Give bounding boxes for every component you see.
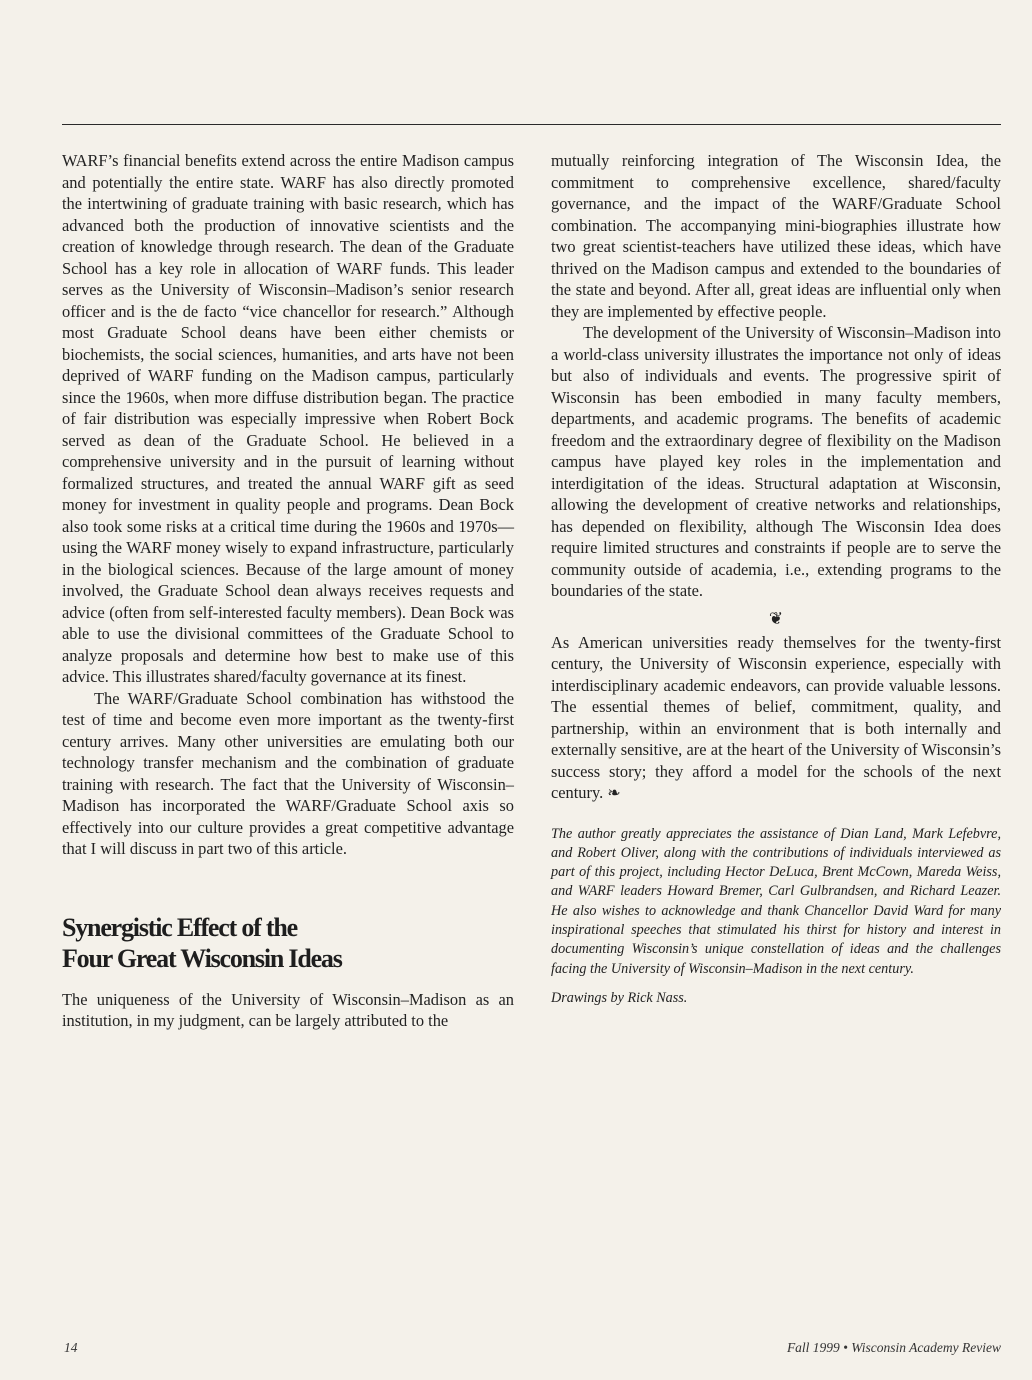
illustration-credit: Drawings by Rick Nass. <box>551 989 688 1006</box>
body-paragraph: The development of the University of Wisconsin–Madison into a world-class university illustrates the importance not only of ideas but also of individuals and events. The progressive spirit of Wisconsin has been embodied in many faculty members, departments, and academic programs. The benefits of academic freedom and the extraordinary degree of flexibility on the Madison campus have played key roles in the implementation and interdigitation of the ideas. Structural adaptation at Wisconsin, allowing the development of creative networks and relationships, has depended on flexibility, although The Wisconsin Idea does require limited structures and constraints if people are to serve the community outside of academia, i.e., extending programs to the boundaries of the state. <box>551 323 1001 600</box>
section-heading <box>62 912 514 974</box>
header-rule <box>62 124 1001 125</box>
publication-footer: Fall 1999 • Wisconsin Academy Review <box>786 1340 1001 1355</box>
closing-paragraph-text: As American universities ready themselves for the twenty-first century, the University of Wisconsin experience, especially with interdisciplinary academic endeavors, can provide valuable lessons. The essential themes of belief, commitment, quality, and partnership, within an environment that is both internally and externally sensitive, are at the heart of the University of Wisconsin’s success story; they afford a model for the schools of the next century. <box>551 632 1001 802</box>
right-column <box>551 150 1001 1008</box>
body-paragraph: mutually reinforcing integration of The Wisconsin Idea, the commitment to comprehensive excellence, shared/faculty governance, and the impact of the WARF/Graduate School combination. The accompanying mini-biographies illustrate how two great scientist-teachers have utilized these ideas, which have thrived on the Madison campus and extended to the boundaries of the state and beyond. After all, great ideas are influential only when they are implemented by effective people. <box>551 151 1001 321</box>
left-column <box>62 150 514 1032</box>
section-heading-line: Four Great Wisconsin Ideas <box>62 943 342 973</box>
fleuron-ornament-icon: ❦ <box>768 608 784 628</box>
acknowledgment-note: The author greatly appreciates the assistance of Dian Land, Mark Lefebvre, and Robert Oliver, along with the contributions of individuals interviewed as part of this project, including Hector DeLuca, Brent McCown, Mareda Weiss, and WARF leaders Howard Bremer, Carl Gulbrandsen, and Richard Leazer. He also wishes to acknowledge and thank Chancellor David Ward for many inspirational speeches that stimulated his thirst for history and interest in documenting Wisconsin’s unique constellation of ideas and the challenges facing the University of Wisconsin–Madison in the next century. <box>551 825 1001 977</box>
body-paragraph: The uniqueness of the University of Wisconsin–Madison as an institution, in my judgment, can be largely attributed to the <box>62 989 514 1030</box>
body-paragraph: WARF’s financial benefits extend across the entire Madison campus and potentially the entire state. WARF has also directly promoted the intertwining of graduate training with basic research, which has advanced both the production of innovative scientists and the creation of knowledge through research. The dean of the Graduate School has a key role in allocation of WARF funds. This leader serves as the University of Wisconsin–Madison’s senior research officer and is the de facto “vice chancellor for research.” Although most Graduate School deans have been either chemists or biochemists, the social sciences, humanities, and arts have not been deprived of WARF funding on the Madison campus, particularly since the 1960s, when more diffuse distribution began. The practice of fair distribution was especially impressive when Robert Bock served as dean of the Graduate School. He believed in a comprehensive university and in the pursuit of learning without formalized structures, and treated the annual WARF gift as seed money for investment in quality people and programs. Dean Bock also took some risks at a critical time during the 1960s and 1970s—using the WARF money wisely to expand infrastructure, particularly in the biological sciences. Because of the large amount of money involved, the Graduate School dean always receives requests and advice (often from self-interested faculty members). Dean Bock was able to use the divisional committees of the Graduate School to analyze proposals and determine how best to make use of this advice. This illustrates shared/faculty governance at its finest. <box>62 151 514 686</box>
body-paragraph <box>551 632 1001 805</box>
page-number: 14 <box>64 1340 78 1355</box>
section-heading-line: Synergistic Effect of the <box>62 912 297 942</box>
body-paragraph: The WARF/Graduate School combination has withstood the test of time and become even more important as the twenty-first century arrives. Many other universities are emulating both our technology transfer mechanism and the combination of graduate training with research. The fact that the University of Wisconsin–Madison has incorporated the WARF/Graduate School axis so effectively into our culture provides a great competitive advantage that I will discuss in part two of this article. <box>62 688 514 858</box>
end-mark-icon: ❧ <box>607 785 621 802</box>
